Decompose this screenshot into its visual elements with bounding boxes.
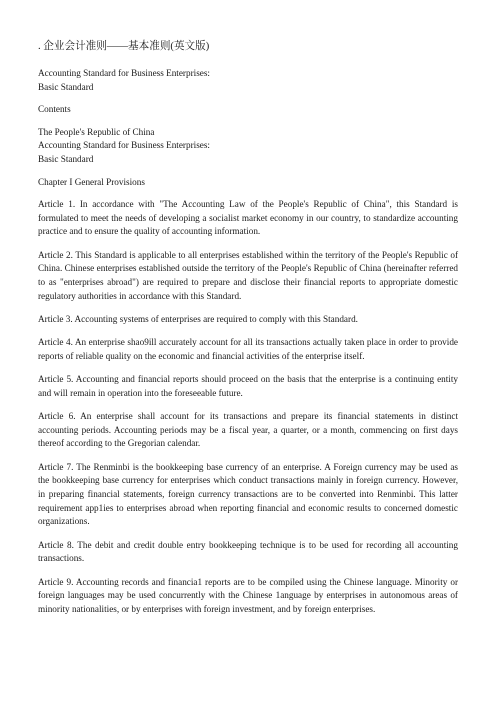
- article-2: Article 2. This Standard is applicable to all enterprises established within the territory of the People's Republic of China. Chinese enterprises established outside the territory of the People's Republic of China (hereinafter referred to as "enterprises abroad") are required to prepare and disclose their financial reports to appropriate domestic regulatory authorities in accordance with this Standard.: [38, 249, 458, 301]
- chapter-heading: Chapter I General Provisions: [38, 176, 145, 187]
- article-1: Article 1. In accordance with "The Accounting Law of the People's Republic of China", this Standard is formulated to meet the needs of developing a socialist market economy in our country, to standardize accounting practice and to ensure the quality of accounting information.: [38, 199, 458, 237]
- article-7: Article 7. The Renminbi is the bookkeeping base currency of an enterprise. A Foreign currency may be used as the bookkeeping base currency for enterprises which conduct transactions mainly in foreign currency. However, in preparing financial statements, foreign currency transactions are to be converted into Renminbi. This latter requirement app1ies to enterprises abroad when reporting financial and economic results to concerned domestic organizations.: [38, 461, 458, 527]
- title-block: [38, 67, 458, 94]
- title-line-1: Accounting Standard for Business Enterprises:: [38, 68, 210, 78]
- chapter-block: [38, 176, 458, 190]
- contents-label: Contents: [38, 104, 71, 115]
- contents-line-1: The People's Republic of China: [38, 126, 155, 137]
- title-line-2: Basic Standard: [38, 81, 94, 92]
- article-3: Article 3. Accounting systems of enterprises are required to comply with this Standard.: [38, 313, 358, 324]
- contents-line-2: Accounting Standard for Business Enterprises:: [38, 140, 210, 151]
- article-9: Article 9. Accounting records and financia1 reports are to be compiled using the Chinese language. Minority or foreign languages may be used concurrently with the Chinese 1anguage by enterprises in autonomous areas of minority nationalities, or by enterprises with foreign investment, and by foreign enterprises.: [38, 576, 458, 614]
- article-6: Article 6. An enterprise shall account for its transactions and prepare its financial statements in distinct accounting periods. Accounting periods may be a fiscal year, a quarter, or a month, commencing on first days thereof according to the Gregorian calendar.: [38, 411, 458, 449]
- contents-line-3: Basic Standard: [38, 153, 94, 164]
- article-8: Article 8. The debit and credit double entry bookkeeping technique is to be used for recording all accounting transactions.: [38, 539, 458, 564]
- contents-block: [38, 126, 458, 167]
- article-5: Article 5. Accounting and financial reports should proceed on the basis that the enterprise is a continuing entity and will remain in operation into the foreseeable future.: [38, 374, 458, 398]
- document-header: . 企业会计准则——基本准则(英文版): [38, 41, 210, 52]
- contents-label-block: [38, 103, 458, 117]
- article-4: Article 4. An enterprise shao9ill accurately account for all its transactions actually taken place in order to provide reports of reliable quality on the economic and financial activities of the enterprise itself.: [38, 337, 458, 361]
